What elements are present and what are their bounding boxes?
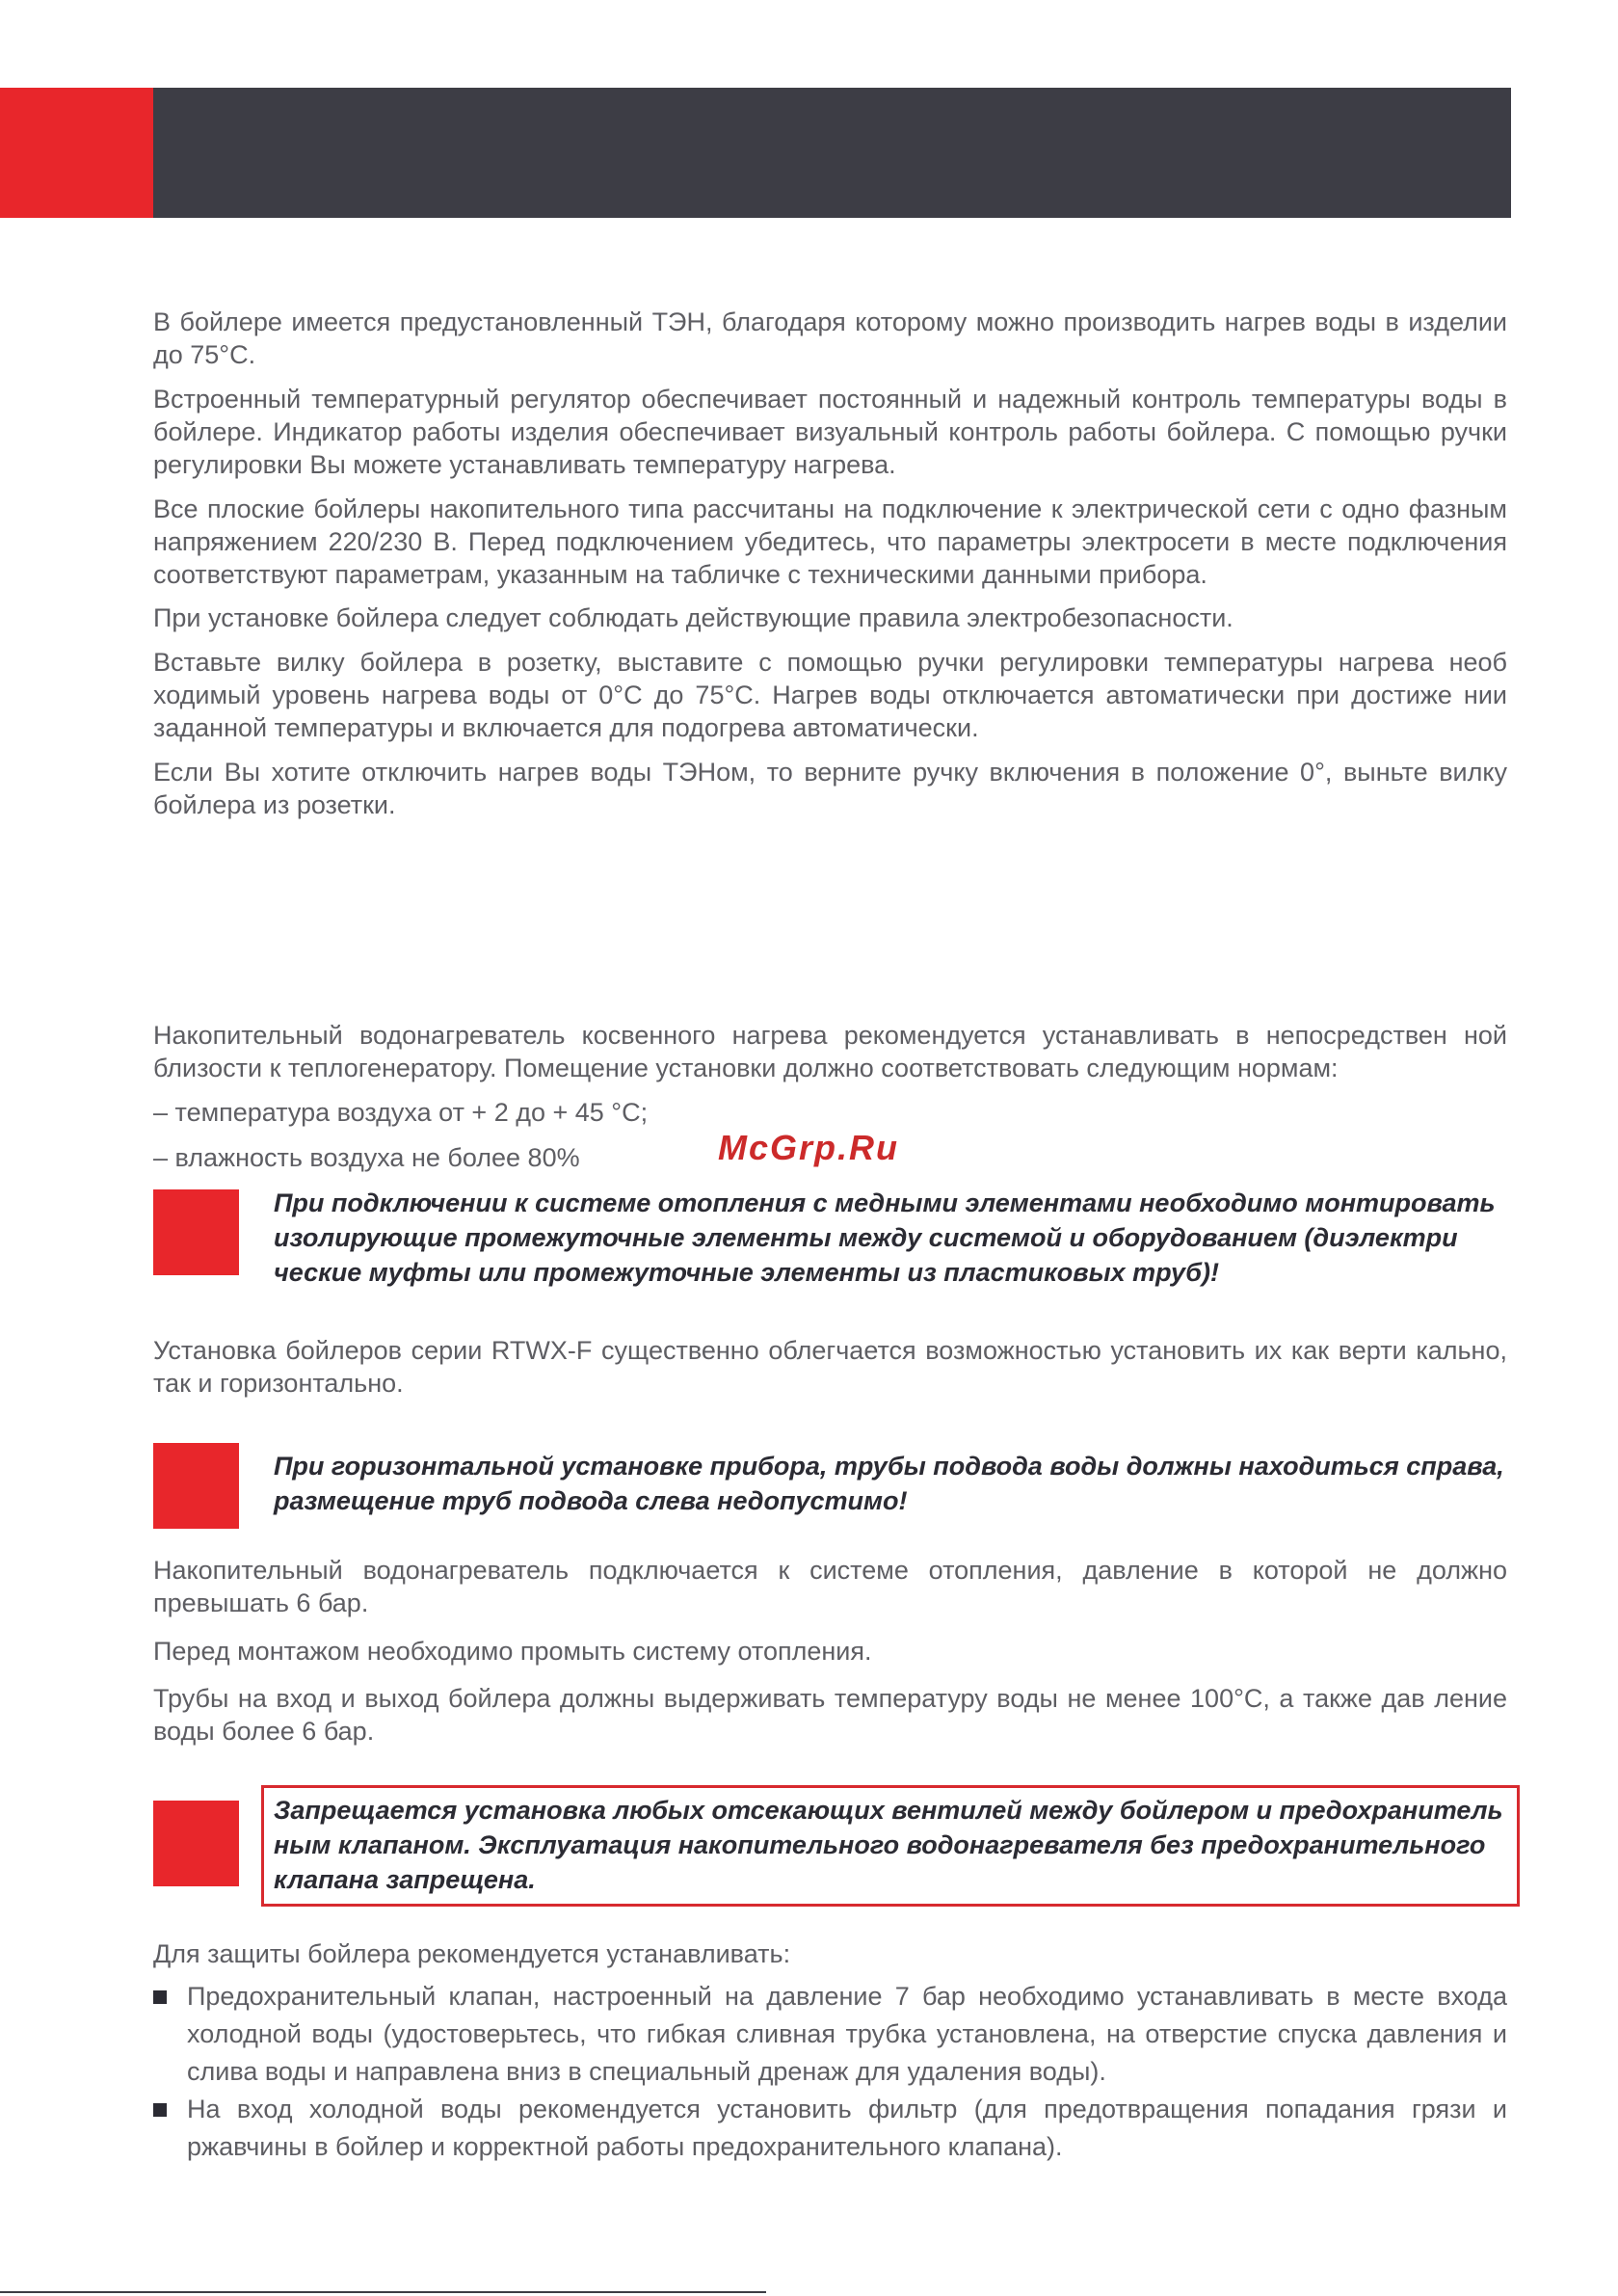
- norm-humidity: – влажность воздуха не более 80%: [153, 1143, 580, 1172]
- list-item-text: Предохранительный клапан, настроенный на давление 7 бар необходимо устанавливать в месте входа холодной воды (удостоверьтесь, что гибкая сливная трубка установлена, на отверстие спуска давления и слива воды и направлена вниз в специальный дренаж для удаления воды).: [187, 1982, 1507, 2086]
- square-bullet-icon: [153, 2103, 167, 2117]
- list-item-text: На вход холодной воды рекомендуется установить фильтр (для предотвращения попадания грязи и ржавчины в бойлер и корректной работы предохранительного клапана).: [187, 2095, 1507, 2161]
- paragraph-indirect-heater: Накопительный водонагреватель косвенного нагрева рекомендуется устанавливать в непосредствен ной близости к теплогенератору. Помещение установки должно соответствовать следующим нормам:: [153, 1021, 1507, 1082]
- footer-divider: [0, 2291, 766, 2293]
- warning-shutoff-valves: Запрещается установка любых отсекающих вентилей между бойлером и предохранитель ным клапаном. Эксплуатация накопительного водонагревателя без предохранительного клапана запрещена.: [274, 1796, 1503, 1894]
- paragraph-heating-element: В бойлере имеется предустановленный ТЭН, благодаря которому можно производить нагрев воды в изделии до 75°С.: [153, 307, 1507, 369]
- list-item: [153, 2091, 1507, 2166]
- paragraph-power-supply: Все плоские бойлеры накопительного типа рассчитаны на подключение к электрической сети с одно фазным напряжением 220/230 В. Перед подключением убедитесь, что параметры электросети в месте подключения соответствуют параметрам, указанным на табличке с техническими данными прибора.: [153, 494, 1507, 589]
- paragraph-thermostat: Встроенный температурный регулятор обеспечивает постоянный и надежный контроль температуры воды в бойлере. Индикатор работы изделия обеспечивает визуальный контроль работы бойлера. С помощью ручки регулировки Вы можете устанавливать температуру нагрева.: [153, 385, 1507, 479]
- norm-temperature: – температура воздуха от + 2 до + 45 °С;: [153, 1098, 649, 1127]
- paragraph-plug-in: Вставьте вилку бойлера в розетку, выставите с помощью ручки регулировки температуры нагрева необ ходимый уровень нагрева воды от 0°С до 75°С. Нагрев воды отключается автоматически при достиже нии заданной температуры и включается для подогрева автоматически.: [153, 648, 1507, 742]
- warning-icon: [153, 1801, 239, 1886]
- warning-icon: [153, 1443, 239, 1529]
- warning-copper-elements: При подключении к системе отопления с медными элементами необходимо монтировать изолирующие промежуточные элементы между системой и оборудованием (диэлектри ческие муфты или промежуточные элементы из пластиковых труб)!: [274, 1188, 1496, 1287]
- paragraph-electrical-safety: При установке бойлера следует соблюдать действующие правила электробезопасности.: [153, 603, 1233, 632]
- warning-horizontal-pipes: При горизонтальной установке прибора, трубы подвода воды должны находиться справа, размещение труб подвода слева недопустимо!: [274, 1452, 1504, 1515]
- list-item: [153, 1978, 1507, 2091]
- protection-list: [153, 1978, 1507, 2166]
- paragraph-system-pressure: Накопительный водонагреватель подключается к системе отопления, давление в которой не должно превышать 6 бар.: [153, 1556, 1507, 1617]
- watermark: McGrp.Ru: [718, 1128, 900, 1167]
- paragraph-flush-system: Перед монтажом необходимо промыть систему отопления.: [153, 1637, 872, 1666]
- paragraph-turn-off: Если Вы хотите отключить нагрев воды ТЭНом, то верните ручку включения в положение 0°, выньте вилку бойлера из розетки.: [153, 758, 1507, 819]
- paragraph-protection-intro: Для защиты бойлера рекомендуется устанавливать:: [153, 1939, 791, 1968]
- paragraph-mounting-orientation: Установка бойлеров серии RTWX-F существенно облегчается возможностью установить их как верти кально, так и горизонтально.: [153, 1336, 1507, 1398]
- square-bullet-icon: [153, 1990, 167, 2004]
- paragraph-pipe-requirements: Трубы на вход и выход бойлера должны выдерживать температуру воды не менее 100°С, а также дав ление воды более 6 бар.: [153, 1684, 1507, 1746]
- warning-icon: [153, 1189, 239, 1275]
- header-bar: [153, 88, 1511, 218]
- header-accent-block: [0, 88, 153, 218]
